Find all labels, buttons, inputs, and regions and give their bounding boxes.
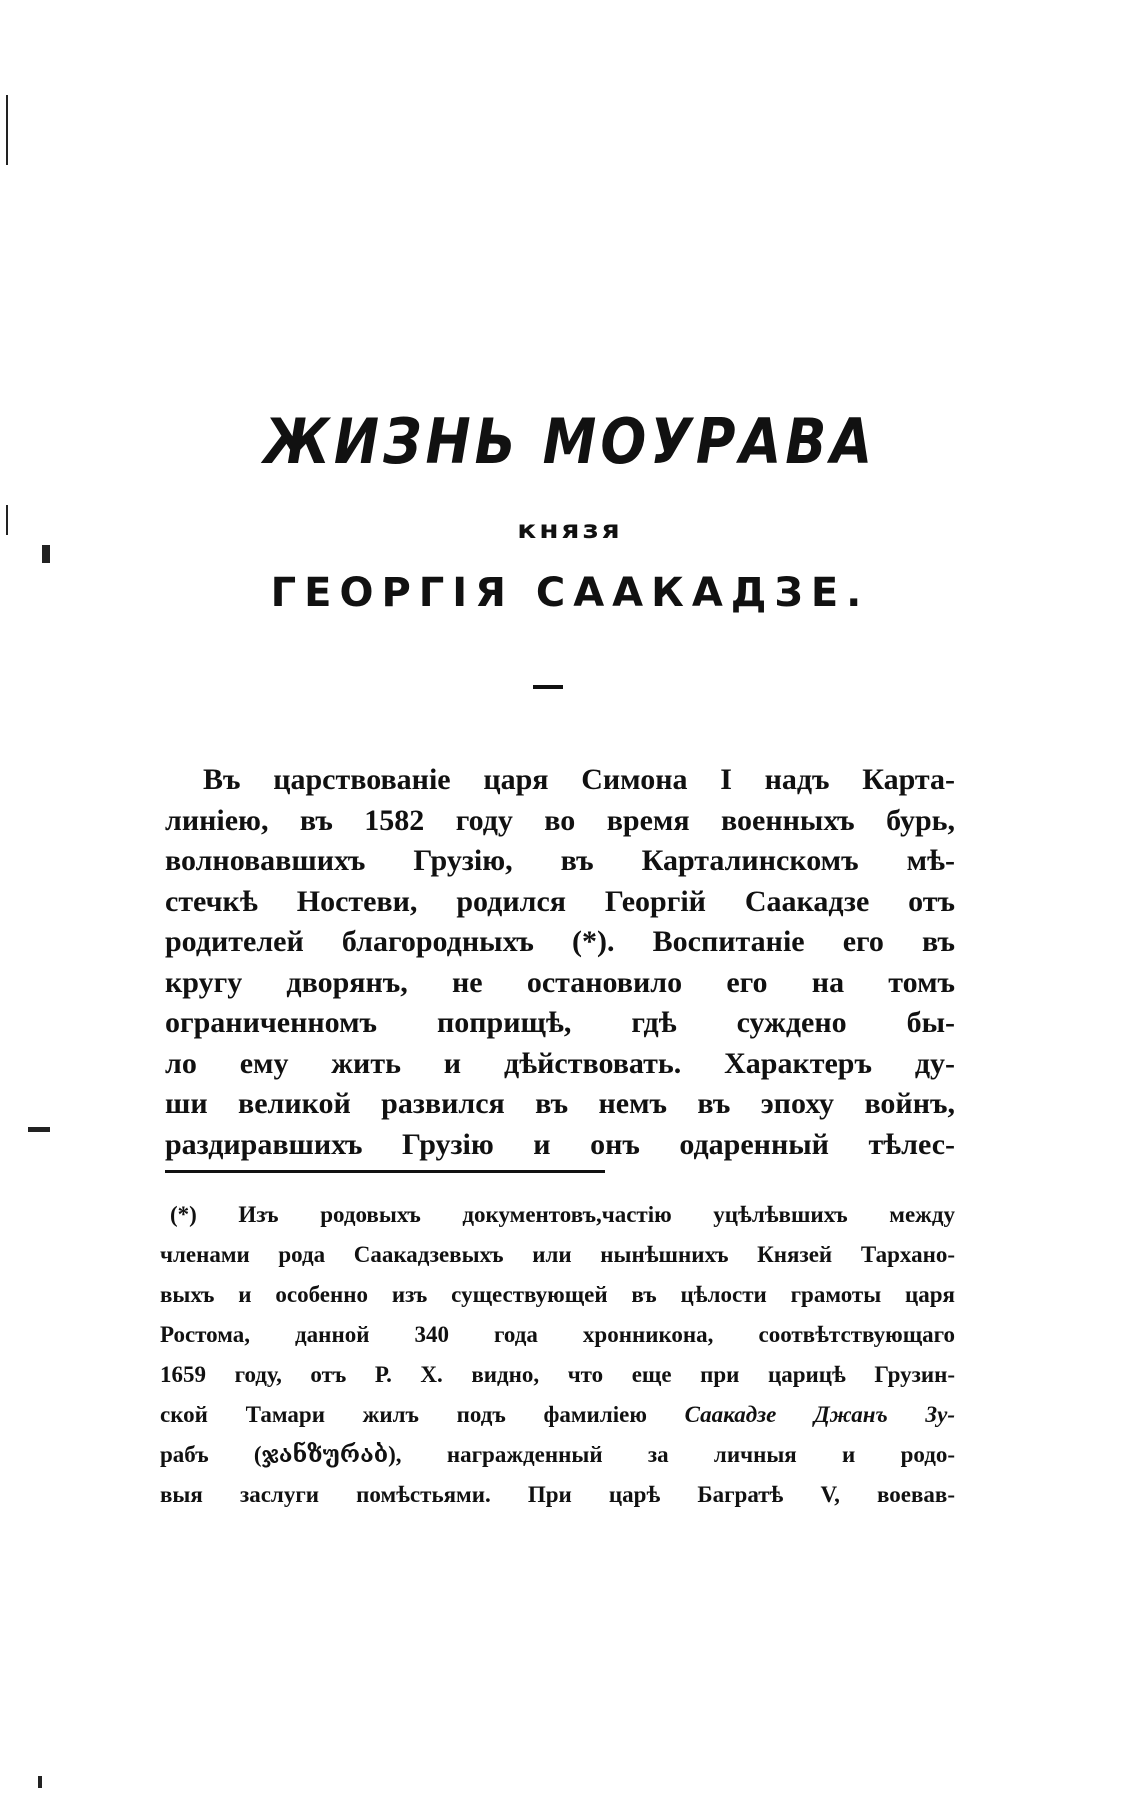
body-line: ло ему жить и дѣйствовать. Характеръ ду-: [165, 1046, 955, 1080]
footnote-line: 1659 году, отъ Р. Х. видно, что еще при царицѣ Грузин-: [160, 1362, 955, 1387]
footnote-line-text: ской Тамари жилъ подъ фамиліею: [160, 1402, 647, 1427]
scan-artifact: [42, 545, 50, 563]
footnote-line: Ростома, данной 340 года хронникона, соотвѣтствующаго: [160, 1322, 955, 1347]
body-line: ши великой развился въ немъ въ эпоху войнъ,: [165, 1087, 955, 1120]
page-subtitle: князя: [517, 514, 623, 545]
body-line: раздиравшихъ Грузію и онъ одаренный тѣлес-: [165, 1127, 955, 1161]
footnote-line: (*) Изъ родовыхъ документовъ,частію уцѣлѣвшихъ между: [170, 1202, 955, 1227]
footnote-line: [160, 1395, 955, 1435]
body-line: родителей благородныхъ (*). Воспитаніе его въ: [165, 925, 955, 958]
page-name-heading: ГЕОРГІЯ СААКАДЗЕ.: [270, 570, 870, 616]
footnote-line: членами рода Саакадзевыхъ или нынѣшнихъ Князей Тархано-: [160, 1242, 955, 1267]
footnote-line: выхъ и особенно изъ существующей въ цѣлости грамоты царя: [160, 1282, 955, 1307]
body-line: стечкѣ Ностеви, родился Георгій Саакадзе отъ: [165, 884, 955, 918]
body-line: ограниченномъ поприщѣ, гдѣ суждено бы-: [165, 1006, 955, 1039]
body-line: кругу дворянъ, не остановило его на томъ: [165, 965, 955, 999]
scan-artifact: [38, 1776, 42, 1788]
footnote-line: выя заслуги помѣстьями. При царѣ Багратѣ V, воевав-: [160, 1482, 955, 1507]
scan-artifact: [6, 95, 8, 165]
body-line: линіею, въ 1582 году во время военныхъ бурь,: [165, 803, 955, 837]
body-line: Въ царствованіе царя Симона I надъ Карта-: [203, 763, 955, 796]
body-line: волновавшихъ Грузію, въ Карталинскомъ мѣ-: [165, 844, 955, 877]
footnote-italic-name: Саакадзе Джанъ Зу-: [684, 1402, 955, 1427]
footnote-rule: [165, 1170, 605, 1173]
footnotes: [160, 1195, 955, 1515]
heading-divider: [533, 685, 563, 689]
body-text: [165, 760, 955, 1165]
page-title: ЖИЗНЬ МОУРАВА: [263, 405, 877, 478]
scan-artifact: [28, 1127, 50, 1132]
footnote-line: рабъ (ჯანზურაბ), награжденный за личныя и родо-: [160, 1442, 955, 1467]
